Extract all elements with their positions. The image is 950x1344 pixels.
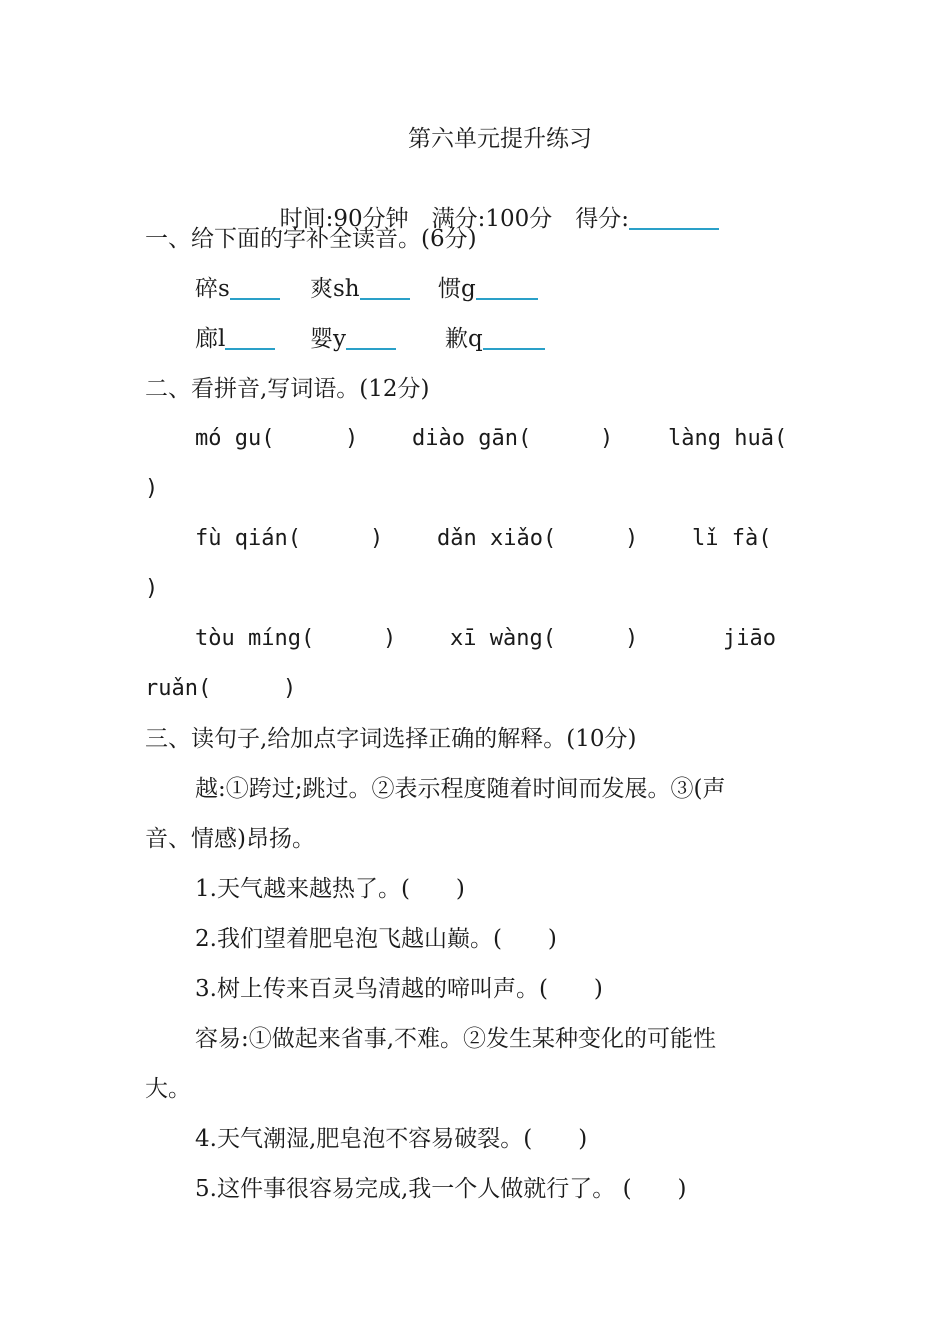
score-blank[interactable] (629, 206, 719, 230)
q1-row1 (195, 274, 595, 304)
q1-item: 婴y (310, 326, 346, 352)
paren-close: ) (283, 676, 297, 701)
answer-blank[interactable] (346, 326, 396, 350)
pinyin-item: diào gān( (412, 426, 532, 451)
answer-blank[interactable] (476, 276, 538, 300)
paren-close: ) (625, 626, 639, 651)
sentence-4: 4.天气潮湿,肥皂泡不容易破裂。( ) (195, 1126, 588, 1152)
q1-item: 歉q (445, 326, 483, 352)
definition-rongyi-cont: 大。 (145, 1076, 191, 1102)
q2-row1-wrap: ) (145, 476, 159, 501)
q2-row3 (195, 624, 815, 654)
time-limit: 时间:90分钟 (279, 206, 409, 232)
answer-blank[interactable] (483, 326, 545, 350)
paren-close: ) (600, 426, 614, 451)
q1-row2 (195, 324, 595, 354)
sentence-1: 1.天气越来越热了。( ) (195, 876, 465, 902)
pinyin-item: dǎn xiǎo( (437, 526, 557, 551)
definition-rongyi: 容易:①做起来省事,不难。②发生某种变化的可能性 (195, 1026, 717, 1052)
definition-yue: 越:①跨过;跳过。②表示程度随着时间而发展。③(声 (195, 776, 726, 802)
sentence-2: 2.我们望着肥皂泡飞越山巅。( ) (195, 926, 557, 952)
q1-item: 惯g (438, 276, 476, 302)
pinyin-item: tòu míng( (195, 626, 315, 651)
pinyin-item: ruǎn( (145, 676, 212, 701)
definition-yue-cont: 音、情感)昂扬。 (145, 826, 315, 852)
answer-blank[interactable] (360, 276, 410, 300)
paren-close: ) (625, 526, 639, 551)
q2-row2 (195, 524, 815, 554)
page-title: 第六单元提升练习 (408, 126, 592, 152)
score-label: 得分: (575, 206, 630, 232)
full-score: 满分:100分 (431, 206, 553, 232)
paren-close: ) (383, 626, 397, 651)
pinyin-item: xī wàng( (450, 626, 556, 651)
q2-row2-wrap: ) (145, 576, 159, 601)
pinyin-item: lǐ fà( (692, 526, 772, 551)
answer-blank[interactable] (225, 326, 275, 350)
paren-close: ) (345, 426, 359, 451)
answer-blank[interactable] (230, 276, 280, 300)
pinyin-item: jiāo (723, 626, 776, 651)
q1-heading: 一、给下面的字补全读音。(6分) (145, 226, 477, 252)
q2-row3-wrap (145, 674, 345, 704)
sentence-5: 5.这件事很容易完成,我一个人做就行了。 ( ) (195, 1176, 687, 1202)
q1-item: 爽sh (310, 276, 360, 302)
pinyin-item: fù qián( (195, 526, 301, 551)
q2-heading: 二、看拼音,写词语。(12分) (145, 376, 430, 402)
sentence-3: 3.树上传来百灵鸟清越的啼叫声。( ) (195, 976, 603, 1002)
paren-close: ) (370, 526, 384, 551)
q3-heading: 三、读句子,给加点字词选择正确的解释。(10分) (145, 726, 637, 752)
pinyin-item: mó gu( (195, 426, 275, 451)
q1-item: 廊l (195, 326, 226, 352)
q2-row1 (195, 424, 815, 454)
q1-item: 碎s (195, 276, 230, 302)
pinyin-item: làng huā( (668, 426, 788, 451)
